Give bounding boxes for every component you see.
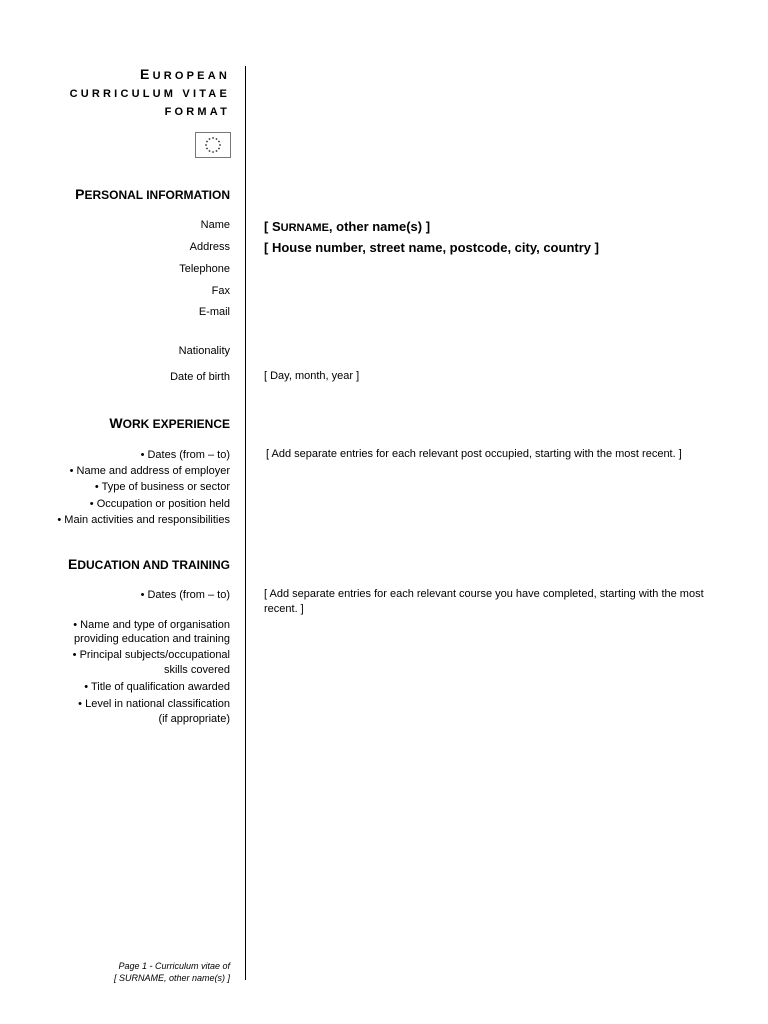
footer-page-label: Page 1 - Curriculum vitae of (118, 961, 230, 971)
eu-flag-icon (195, 132, 231, 158)
work-position-label: • Occupation or position held (89, 498, 230, 510)
column-divider (245, 66, 246, 980)
edu-dates-label: • Dates (from – to) (140, 589, 230, 601)
edu-note-line-1: [ Add separate entries for each relevant course you have completed, starting with the most (264, 588, 704, 600)
address-value: [ House number, street name, postcode, city, country ] (264, 240, 599, 255)
edu-level-label-1: • Level in national classification (78, 698, 230, 710)
dob-label: Date of birth (170, 371, 230, 383)
name-label: Name (200, 219, 230, 231)
footer-surname-label: [ SURNAME, other name(s) ] (113, 973, 230, 983)
title-line-2: CURRICULUM VITAE (69, 88, 230, 100)
edu-org-label-2: providing education and training (74, 633, 230, 645)
edu-qualification-label: • Title of qualification awarded (84, 681, 230, 693)
fax-label: Fax (211, 285, 230, 297)
education-heading: EDUCATION AND TRAINING (68, 556, 230, 572)
name-value: [ SURNAME, other name(s) ] (264, 219, 431, 234)
work-activities-label: • Main activities and responsibilities (57, 514, 230, 526)
work-employer-label: • Name and address of employer (69, 465, 230, 477)
work-note: [ Add separate entries for each relevant post occupied, starting with the most recent. ] (266, 448, 682, 460)
edu-subjects-label-1: • Principal subjects/occupational (72, 649, 230, 661)
work-dates-label: • Dates (from – to) (140, 449, 230, 461)
edu-note-line-2: recent. ] (264, 603, 304, 615)
personal-info-heading: PERSONAL INFORMATION (75, 186, 230, 202)
nationality-label: Nationality (178, 345, 230, 357)
title-line-1: EUROPEAN (140, 66, 230, 82)
edu-level-label-2: (if appropriate) (158, 713, 230, 725)
edu-subjects-label-2: skills covered (163, 664, 230, 676)
address-label: Address (189, 241, 230, 253)
email-label: E-mail (198, 306, 230, 318)
title-line-3: FORMAT (164, 106, 230, 118)
work-experience-heading: WORK EXPERIENCE (109, 415, 230, 431)
telephone-label: Telephone (179, 263, 230, 275)
work-business-label: • Type of business or sector (94, 481, 230, 493)
edu-org-label-1: • Name and type of organisation (73, 619, 230, 631)
dob-value: [ Day, month, year ] (264, 370, 360, 382)
